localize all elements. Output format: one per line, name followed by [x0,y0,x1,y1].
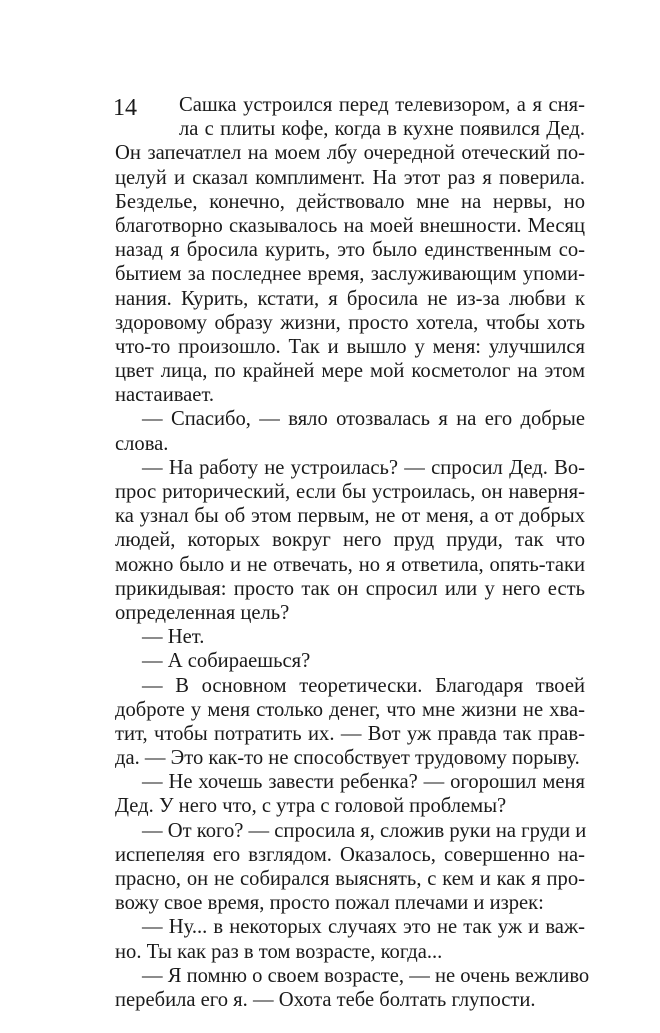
text-line: определенная цель? [115,601,290,624]
text-line: — На работу не устроилась? — спросил Дед. Во- [142,456,585,479]
text-line: Безделье, конечно, действовало мне на нервы, но [115,190,585,213]
text-line: здоровому образу жизни, просто хотела, чтобы хоть [115,311,585,334]
page-number: 14 [113,95,137,121]
text-line: испепеляя его взглядом. Оказалось, совершенно на- [115,843,585,866]
text-line: слова. [115,432,169,455]
text-line: что-то произошло. Так и вышло у меня: улучшился [115,335,585,358]
text-line: — Я помню о своем возрасте, — не очень вежливо [142,964,590,987]
text-line: настаивает. [115,384,215,407]
text-line: — От кого? — спросила я, сложив руки на груди и [142,819,587,842]
text-line: прасно, он не собирался выяснять, с кем и как я про- [115,868,585,890]
text-line: цвет лица, по крайней мере мой косметолог на этом [115,360,585,383]
body-text [115,93,590,1012]
text-line: — Спасибо, — вяло отозвалась я на его добрые [142,408,585,431]
text-line: нания. Курить, кстати, я бросила не из-за любви к [115,287,585,310]
text-line: прикидывая: просто так он спросил или у него есть [115,577,585,600]
text-line: назад я бросила курить, это было единственным со- [115,239,585,262]
text-line: доброте у меня столько денег, что мне жизни не хва- [115,698,585,721]
text-line: бытием за последнее время, заслуживающим упоми- [115,263,585,286]
text-line: — Ну... в некоторых случаях это не так уж и важ- [142,916,585,939]
text-line: Сашка устроился перед телевизором, а я сня- [179,94,585,116]
text-line: — Нет. [142,626,205,649]
text-line: можно было и не отвечать, но я ответила, опять-таки [115,553,585,576]
text-line: целуй и сказал комплимент. На этот раз я поверила. [115,166,585,189]
text-line: благотворно сказывалось на моей внешности. Месяц [115,214,585,237]
text-line: тит, чтобы потратить их. — Вот уж правда так прав- [115,722,585,745]
text-line: прос риторический, если бы устроилась, он наверня- [115,481,585,503]
text-line: — Не хочешь завести ребенка? — огорошил меня [142,771,585,794]
text-line: да. — Это как-то не способствует трудовому порыву. [115,747,580,770]
text-line: перебила его я. — Охота тебе болтать глупости. [115,988,536,1011]
text-line: ка узнал бы об этом первым, не от меня, а от добрых [115,505,585,528]
text-line: — А собираешься? [142,650,311,673]
text-line: Дед. У него что, с утра с головой проблемы? [115,795,507,818]
text-line: но. Ты как раз в том возрасте, когда... [115,940,443,963]
text-line: — В основном теоретически. Благодаря твоей [142,674,585,697]
text-line: вожу свое время, просто пожал плечами и изрек: [115,892,544,915]
text-line: Он запечатлел на моем лбу очередной отеческий по- [115,142,585,165]
text-line: людей, которых вокруг него пруд пруди, так что [115,529,585,552]
text-line: ла с плиты кофе, когда в кухне появился Дед. [179,118,585,141]
